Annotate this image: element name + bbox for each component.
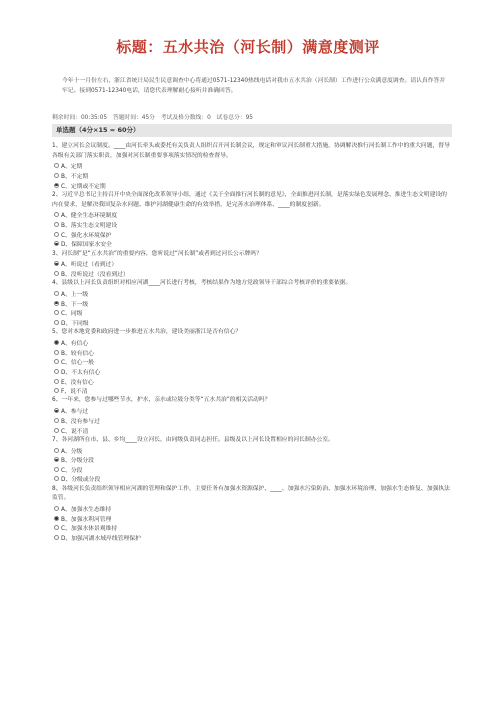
section-header: 单选题（4分×15 = 60分）	[52, 124, 452, 137]
answer-option[interactable]	[54, 523, 452, 533]
question-list	[52, 142, 452, 543]
radio-checked-icon[interactable]	[54, 516, 59, 521]
answer-option[interactable]	[54, 386, 452, 396]
answer-option[interactable]	[54, 416, 452, 426]
option-label: A、健全生态环境制度	[61, 213, 118, 220]
answer-option[interactable]	[54, 347, 452, 357]
radio-checked-icon[interactable]	[54, 408, 59, 413]
radio-checked-icon[interactable]	[54, 340, 59, 345]
question-block	[52, 485, 452, 543]
intro-paragraph: 今年十一月份左右，浙江省统计局民生民意调查中心将通过0571-12340热线电话对我市五水共治（河长制）工作进行公众满意度调查。请认真作答并牢记。接到0571-12340电话，请您代表理解耐心接听并准确回答。	[62, 78, 446, 94]
answer-option[interactable]	[54, 161, 452, 171]
radio-unchecked-icon[interactable]	[54, 310, 59, 315]
radio-unchecked-icon[interactable]	[54, 320, 59, 325]
question-text: 5、您对本地党委和政府进一步推进五水共治，建设美丽浙江是否有信心？	[52, 329, 242, 336]
answer-option[interactable]	[54, 455, 452, 465]
radio-unchecked-icon[interactable]	[54, 379, 59, 384]
answer-option[interactable]	[54, 465, 452, 475]
radio-unchecked-icon[interactable]	[54, 506, 59, 511]
option-label: A、参与过	[61, 409, 89, 416]
option-label: A、上一级	[61, 292, 89, 299]
question-block	[52, 396, 452, 434]
option-label: A、分级	[61, 448, 83, 455]
answer-option[interactable]	[54, 229, 452, 239]
answer-option[interactable]	[54, 474, 452, 484]
answer-option[interactable]	[54, 533, 452, 543]
option-label: B、没有参与过	[61, 418, 100, 425]
radio-checked-icon[interactable]	[54, 457, 59, 462]
radio-checked-icon[interactable]	[54, 241, 59, 246]
answer-option[interactable]	[54, 308, 452, 318]
question-text: 8、各级河长负责组织领导相应河湖的管理和保护工作，主要任务有加强水资源保护、____、加强水污染防治、加强水环境治理、加强水生态修复、加强执法监管。	[52, 485, 450, 502]
option-label: B、分级分段	[61, 458, 94, 465]
answer-option[interactable]	[54, 504, 452, 514]
option-label: A、加强水生态维持	[61, 507, 112, 514]
answer-option[interactable]	[54, 289, 452, 299]
radio-checked-icon[interactable]	[54, 261, 59, 266]
option-label: B、下一级	[61, 301, 89, 308]
radio-unchecked-icon[interactable]	[54, 418, 59, 423]
answer-option[interactable]	[54, 259, 452, 269]
option-label: C、强化水环境保护	[61, 232, 112, 239]
answer-option[interactable]	[54, 269, 452, 279]
option-label: B、不定期	[61, 174, 89, 181]
radio-checked-icon[interactable]	[54, 183, 59, 188]
answer-option[interactable]	[54, 514, 452, 524]
option-label: C、加强水体景观维持	[61, 526, 118, 533]
radio-unchecked-icon[interactable]	[54, 428, 59, 433]
answer-option[interactable]	[54, 299, 452, 309]
question-text: 7、各河湖所在市、县、乡均____设立河长，由同级负责同志担任。县级及以上河长设置相应的河长制办公室。	[52, 436, 334, 443]
answer-option[interactable]	[54, 180, 452, 190]
option-label: D、分级或分段	[61, 477, 101, 484]
option-label: B、没听说过（没看到过）	[61, 272, 129, 279]
option-label: A、有信心	[61, 341, 89, 348]
answer-option[interactable]	[54, 210, 452, 220]
option-label: C、分段	[61, 467, 83, 474]
radio-unchecked-icon[interactable]	[54, 222, 59, 227]
option-label: F、说不清	[61, 389, 88, 396]
option-label: A、听说过（看到过）	[61, 262, 118, 269]
answer-option[interactable]	[54, 425, 452, 435]
question-block	[52, 191, 452, 249]
radio-unchecked-icon[interactable]	[54, 212, 59, 217]
option-label: D、下同级	[61, 320, 89, 327]
radio-unchecked-icon[interactable]	[54, 525, 59, 530]
radio-unchecked-icon[interactable]	[54, 291, 59, 296]
radio-unchecked-icon[interactable]	[54, 173, 59, 178]
option-label: B、较有信心	[61, 350, 94, 357]
answer-option[interactable]	[54, 376, 452, 386]
radio-unchecked-icon[interactable]	[54, 388, 59, 393]
question-text: 6、一年来，您参与过哪些节水，护水，亲水或垃圾分类等“五水共治”的相关活动吗？	[52, 397, 271, 404]
question-block	[52, 142, 452, 190]
option-label: B、落实生态文明建设	[61, 223, 118, 230]
answer-option[interactable]	[54, 318, 452, 328]
option-label: E、没有信心	[61, 379, 94, 386]
option-label: C、定期或不定期	[61, 183, 106, 190]
radio-unchecked-icon[interactable]	[54, 369, 59, 374]
radio-unchecked-icon[interactable]	[54, 350, 59, 355]
answer-option[interactable]	[54, 338, 452, 348]
option-label: D、加强河湖水域岸线管理保护	[61, 536, 141, 543]
question-text: 4、县级以上河长负责组织对相应河湖____河长进行考核，考核结果作为地方党政领导干部综合考核评价的重要依据。	[52, 280, 352, 287]
option-label: C、同级	[61, 311, 83, 318]
exam-meta-info: 剩余时间：00:35:05 答题时间：45分 考试及格分数线：0 试卷总分：95	[52, 115, 253, 121]
question-block	[52, 250, 452, 279]
radio-unchecked-icon[interactable]	[54, 359, 59, 364]
option-label: A、定期	[61, 164, 83, 171]
question-block	[52, 279, 452, 327]
option-label: C、信心一般	[61, 360, 95, 367]
option-label: D、保障国家水安全	[61, 242, 112, 249]
radio-unchecked-icon[interactable]	[54, 232, 59, 237]
answer-option[interactable]	[54, 406, 452, 416]
question-text: 2、习近平总书记主持召开中央全面深化改革领导小组，通过《关于全面推行河长制的意见》，全面推进河长制，是落实绿色发展理念、推进生态文明建设的内在要求，是解决我国复杂水问题、维护河湖健康生命的有效举措，是完善水治理体系、____的制度创新。	[52, 191, 447, 208]
answer-option[interactable]	[54, 367, 452, 377]
option-label: C、说不清	[61, 428, 89, 435]
option-label: B、加强水利河管理	[61, 516, 112, 523]
radio-unchecked-icon[interactable]	[54, 467, 59, 472]
question-text: 1、建立河长会议制度。____由河长牵头或委托有关负责人组织召开河长制会议，规定和审议河长制重大措施，协调解决推行河长制工作中的重大问题，督导各级有关部门落实职责，加强对河长制重要事项落实情况的检查督导。	[52, 143, 450, 159]
answer-option[interactable]	[54, 239, 452, 249]
answer-option[interactable]	[54, 171, 452, 181]
answer-option[interactable]	[54, 357, 452, 367]
radio-unchecked-icon[interactable]	[54, 163, 59, 168]
option-label: D、不太有信心	[61, 369, 101, 376]
page-title: 标题：五水共治（河长制）满意度测评	[116, 38, 380, 56]
answer-option[interactable]	[54, 445, 452, 455]
question-text: 3、河长制”是“五水共治”的重要内容，您听说过“河长制”或者到过河长公示牌吗？	[52, 250, 263, 257]
question-block	[52, 328, 452, 395]
answer-option[interactable]	[54, 220, 452, 230]
radio-unchecked-icon[interactable]	[54, 448, 59, 453]
radio-unchecked-icon[interactable]	[54, 535, 59, 540]
radio-unchecked-icon[interactable]	[54, 476, 59, 481]
radio-unchecked-icon[interactable]	[54, 271, 59, 276]
question-block	[52, 436, 452, 484]
radio-checked-icon[interactable]	[54, 301, 59, 306]
